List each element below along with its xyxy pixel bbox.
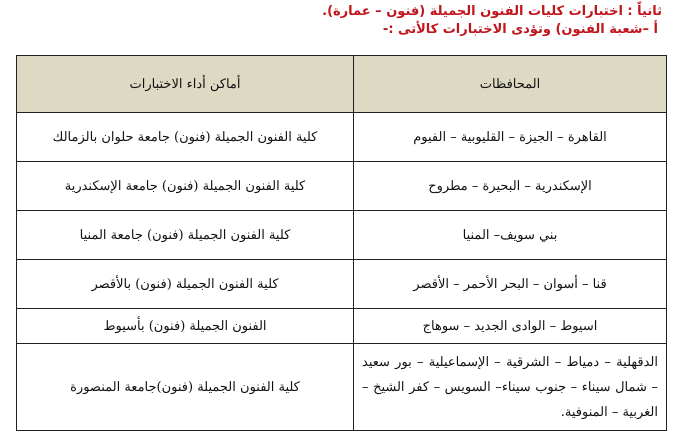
- table-header-row: [17, 56, 667, 113]
- table-row: [17, 260, 667, 309]
- header-exam-locations: أماكن أداء الاختبارات: [17, 56, 354, 113]
- location-cell: كلية الفنون الجميلة (فنون) جامعة حلوان بالزمالك: [17, 113, 354, 162]
- table-row: [17, 211, 667, 260]
- subsection-heading: أ –شعبة الفنون) وتؤدى الاختبارات كالأتى :-: [382, 22, 658, 37]
- governorates-cell: الدقهلية – دمياط – الشرقية – الإسماعيلية – بور سعيد – شمال سيناء – جنوب سيناء– السويس – كفر الشيخ – الغربية – المنوفية.: [354, 344, 667, 431]
- exam-locations-table: [16, 55, 667, 431]
- governorates-cell: بني سويف– المنيا: [354, 211, 667, 260]
- location-cell: كلية الفنون الجميلة (فنون) جامعة الإسكندرية: [17, 162, 354, 211]
- table-row: [17, 309, 667, 344]
- table-row: [17, 113, 667, 162]
- governorates-cell: اسيوط – الوادى الجديد – سوهاج: [354, 309, 667, 344]
- governorates-cell: قنا – أسوان – البحر الأحمر – الأقصر: [354, 260, 667, 309]
- location-cell: كلية الفنون الجميلة (فنون) بالأقصر: [17, 260, 354, 309]
- location-cell: كلية الفنون الجميلة (فنون) جامعة المنيا: [17, 211, 354, 260]
- header-governorates: المحافظات: [354, 56, 667, 113]
- section-heading: ثانياً : اختبارات كليات الفنون الجميلة (فنون – عمارة).: [322, 4, 662, 19]
- location-cell: الفنون الجميلة (فنون) بأسيوط: [17, 309, 354, 344]
- location-cell: كلية الفنون الجميلة (فنون)جامعة المنصورة: [17, 344, 354, 431]
- governorates-cell: الإسكندرية – البحيرة – مطروح: [354, 162, 667, 211]
- table-row: [17, 162, 667, 211]
- table-row: [17, 344, 667, 431]
- governorates-cell: القاهرة – الجيزة – القليوبية – الفيوم: [354, 113, 667, 162]
